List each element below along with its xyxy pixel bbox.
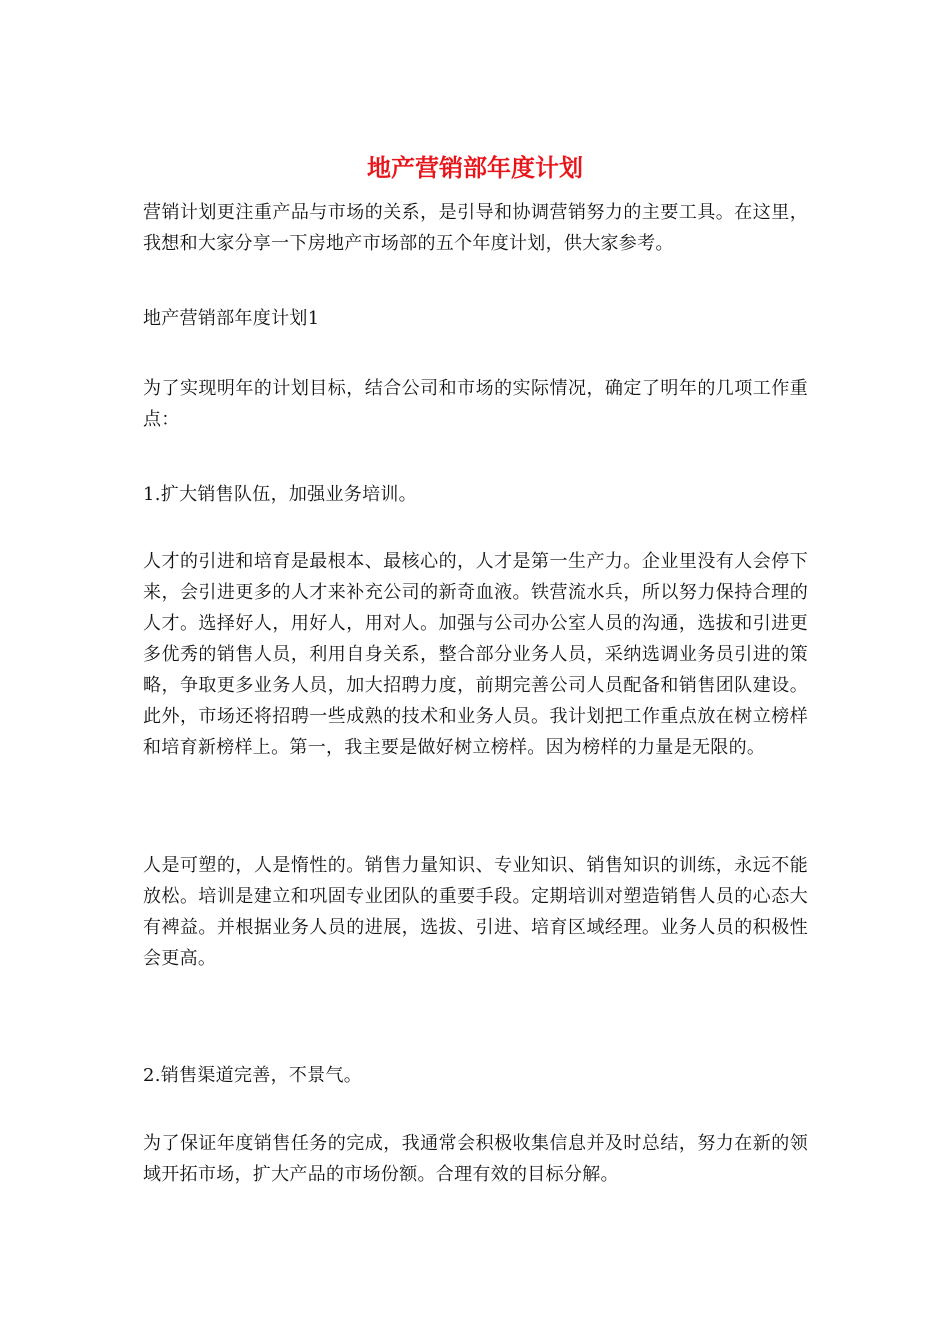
- document-title: 地产营销部年度计划: [367, 153, 583, 182]
- plan-heading: 地产营销部年度计划1: [143, 308, 320, 329]
- intro-paragraph: 营销计划更注重产品与市场的关系，是引导和协调营销努力的主要工具。在这里，我想和大家分享一下房地产市场部的五个年度计划，供大家参考。: [143, 202, 808, 254]
- goal-paragraph: 为了实现明年的计划目标，结合公司和市场的实际情况，确定了明年的几项工作重点：: [143, 378, 808, 430]
- training-paragraph: 人是可塑的，人是惰性的。销售力量知识、专业知识、销售知识的训练，永远不能放松。培训是建立和巩固专业团队的重要手段。定期培训对塑造销售人员的心态大有裨益。并根据业务人员的进展，选拔、引进、培育区域经理。业务人员的积极性会更高。: [143, 855, 808, 969]
- channel-paragraph: 为了保证年度销售任务的完成，我通常会积极收集信息并及时总结，努力在新的领域开拓市场，扩大产品的市场份额。合理有效的目标分解。: [143, 1133, 808, 1185]
- item-1-heading: 1.扩大销售队伍，加强业务培训。: [143, 484, 417, 505]
- item-2-heading: 2.销售渠道完善，不景气。: [143, 1065, 363, 1086]
- talent-paragraph: 人才的引进和培育是最根本、最核心的，人才是第一生产力。企业里没有人会停下来，会引进更多的人才来补充公司的新奇血液。铁营流水兵，所以努力保持合理的人才。选择好人，用好人，用对人。加强与公司办公室人员的沟通，选拔和引进更多优秀的销售人员，利用自身关系，整合部分业务人员，采纳选调业务员引进的策略，争取更多业务人员，加大招聘力度，前期完善公司人员配备和销售团队建设。此外，市场还将招聘一些成熟的技术和业务人员。我计划把工作重点放在树立榜样和培育新榜样上。第一，我主要是做好树立榜样。因为榜样的力量是无限的。: [143, 551, 808, 758]
